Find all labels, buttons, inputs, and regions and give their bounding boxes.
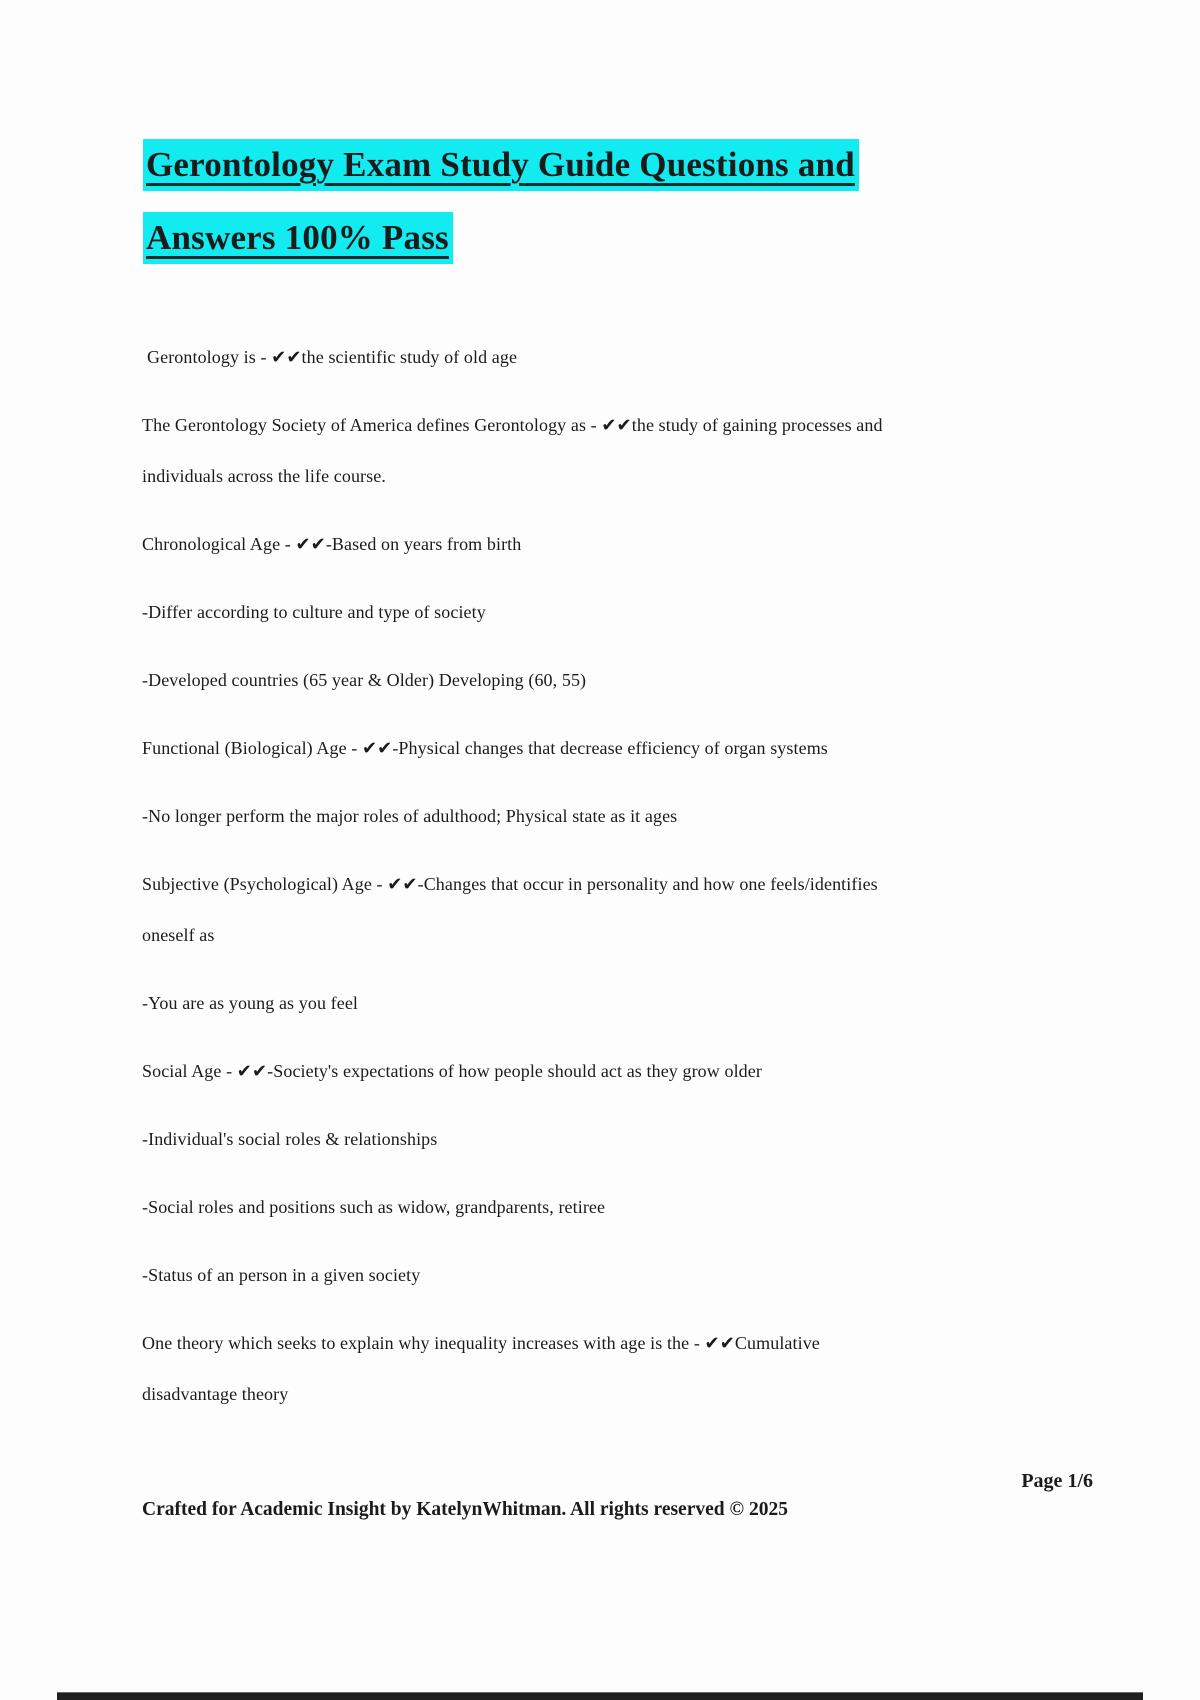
document-title (143, 128, 1043, 274)
text-line: individuals across the life course. (142, 466, 386, 486)
title-highlight: Gerontology Exam Study Guide Questions and (143, 139, 859, 191)
text-line: Functional (Biological) Age - ✔✔-Physical changes that decrease efficiency of organ systems (142, 738, 828, 758)
page-bottom-separator (57, 1692, 1143, 1700)
paragraph-gerontology-definition (142, 332, 1062, 383)
page-number: Page 1/6 (1021, 1470, 1093, 1492)
page-footer (142, 1468, 1093, 1523)
paragraph-subjective-age (142, 859, 1062, 961)
text-line: Gerontology is - ✔✔the scientific study of old age (147, 347, 518, 367)
paragraph-individual-social-roles (142, 1114, 1062, 1165)
text-line: oneself as (142, 925, 215, 945)
paragraph-developed-countries (142, 655, 1062, 706)
text-line: Subjective (Psychological) Age - ✔✔-Changes that occur in personality and how one feels/identifies (142, 874, 878, 894)
paragraph-chronological-age (142, 519, 1062, 570)
title-line-1 (143, 128, 1043, 201)
paragraph-social-age (142, 1046, 1062, 1097)
paragraph-no-longer-perform (142, 791, 1062, 842)
paragraph-cumulative-disadvantage (142, 1318, 1062, 1420)
text-line: -Differ according to culture and type of society (142, 602, 486, 622)
paragraph-young-as-you-feel (142, 978, 1062, 1029)
text-line: -Social roles and positions such as widow, grandparents, retiree (142, 1197, 606, 1217)
text-line: disadvantage theory (142, 1384, 289, 1404)
paragraph-functional-age (142, 723, 1062, 774)
paragraph-social-roles-positions (142, 1182, 1062, 1233)
text-line: The Gerontology Society of America defines Gerontology as - ✔✔the study of gaining processes and (142, 415, 883, 435)
title-line-2 (143, 201, 1043, 274)
text-line: -Status of an person in a given society (142, 1265, 421, 1285)
text-line: -Developed countries (65 year & Older) Developing (60, 55) (142, 670, 587, 690)
text-line: -You are as young as you feel (142, 993, 359, 1013)
text-line: Social Age - ✔✔-Society's expectations of how people should act as they grow older (142, 1061, 762, 1081)
text-line: One theory which seeks to explain why inequality increases with age is the - ✔✔Cumulative (142, 1333, 820, 1353)
paragraph-status-society (142, 1250, 1062, 1301)
paragraph-differ-culture (142, 587, 1062, 638)
text-line: Chronological Age - ✔✔-Based on years from birth (142, 534, 522, 554)
text-line: -Individual's social roles & relationships (142, 1129, 438, 1149)
document-body (142, 332, 1062, 1437)
text-line: -No longer perform the major roles of adulthood; Physical state as it ages (142, 806, 678, 826)
paragraph-gsa-definition (142, 400, 1062, 502)
copyright-notice: Crafted for Academic Insight by KatelynWhitman. All rights reserved © 2025 (142, 1499, 788, 1520)
title-highlight: Answers 100% Pass (143, 212, 453, 264)
